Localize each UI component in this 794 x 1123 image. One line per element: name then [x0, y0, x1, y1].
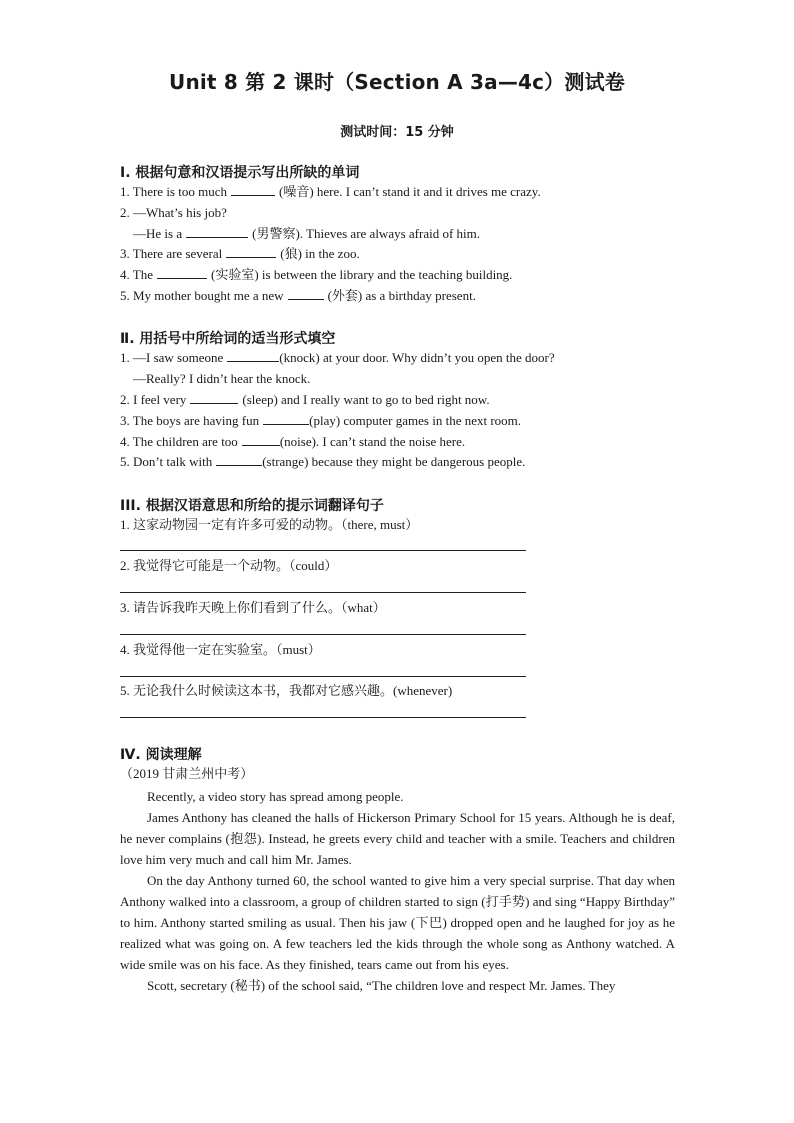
section4-heading: Ⅳ. 阅读理解: [120, 747, 202, 763]
reading-passage: [120, 786, 675, 996]
section1-item-2: 2. —What’s his job?: [120, 205, 227, 220]
answer-blank[interactable]: [157, 266, 207, 279]
answer-blank[interactable]: [216, 453, 262, 466]
answer-blank[interactable]: [231, 183, 275, 196]
section3-item-4: 4. 我觉得他一定在实验室。（must）: [120, 642, 321, 657]
section1-item-5: 5. My mother bought me a new (外套) as a birthday present.: [120, 288, 476, 303]
answer-line[interactable]: [120, 592, 526, 593]
answer-blank[interactable]: [186, 225, 248, 238]
section2-item-1-reply: —Really? I didn’t hear the knock.: [133, 371, 311, 386]
section2-item-4: 4. The children are too (noise). I can’t stand the noise here.: [120, 434, 466, 449]
section2-item-3: 3. The boys are having fun (play) computer games in the next room.: [120, 413, 522, 428]
reading-source: （2019 甘肃兰州中考）: [120, 766, 254, 781]
answer-line[interactable]: [120, 676, 526, 677]
section2-item-2: 2. I feel very (sleep) and I really want to go to bed right now.: [120, 392, 490, 407]
section3-item-2: 2. 我觉得它可能是一个动物。（could）: [120, 558, 338, 573]
page-title: Unit 8 第 2 课时（Section A 3a—4c）测试卷: [169, 70, 625, 94]
answer-line[interactable]: [120, 634, 526, 635]
test-duration: 测试时间：15 分钟: [340, 125, 454, 140]
answer-line[interactable]: [120, 717, 526, 718]
section2-item-5: 5. Don’t talk with (strange) because they might be dangerous people.: [120, 454, 526, 469]
section2-item-1: 1. —I saw someone (knock) at your door. Why didn’t you open the door?: [120, 350, 555, 365]
answer-blank[interactable]: [226, 245, 276, 258]
answer-line[interactable]: [120, 550, 526, 551]
section1-item-4: 4. The (实验室) is between the library and the teaching building.: [120, 267, 513, 282]
section3-item-5: 5. 无论我什么时候读这本书，我都对它感兴趣。(whenever): [120, 683, 453, 698]
section3-heading: III. 根据汉语意思和所给的提示词翻译句子: [120, 498, 384, 514]
passage-paragraph: Recently, a video story has spread among people.: [147, 789, 404, 804]
section2-heading: Ⅱ. 用括号中所给词的适当形式填空: [120, 331, 336, 347]
answer-blank[interactable]: [263, 412, 309, 425]
section3-item-1: 1. 这家动物园一定有许多可爱的动物。（there, must）: [120, 517, 419, 532]
passage-paragraph: James Anthony has cleaned the halls of Hickerson Primary School for 15 years. Although he is deaf, he never complains (抱怨). Instead, he greets every child and teacher with a smile. Teachers and children love him very much and call him Mr. James.: [120, 810, 675, 867]
section1-item-2-answer: —He is a (男警察). Thieves are always afraid of him.: [133, 226, 481, 241]
passage-paragraph: On the day Anthony turned 60, the school wanted to give him a very special surprise. That day when Anthony walked into a classroom, a group of children started to sign (打手势) and sing “Happy Birthday” to him. Anthony started smiling as usual. Then his jaw (下巴) dropped open and he laughed for joy as he realized what was going on. A few teachers led the kids through the whole song as Anthony watched. A wide smile was on his face. As they finished, tears came out from his eyes.: [120, 873, 675, 972]
answer-blank[interactable]: [227, 349, 279, 362]
answer-blank[interactable]: [288, 287, 324, 300]
answer-blank[interactable]: [190, 391, 238, 404]
section1-item-3: 3. There are several (狼) in the zoo.: [120, 246, 360, 261]
passage-paragraph: Scott, secretary (秘书) of the school said, “The children love and respect Mr. James. They: [147, 978, 616, 993]
answer-blank[interactable]: [242, 433, 280, 446]
section3-item-3: 3. 请告诉我昨天晚上你们看到了什么。（what）: [120, 600, 386, 615]
section1-item-1: 1. There is too much (噪音) here. I can’t stand it and it drives me crazy.: [120, 184, 541, 199]
section1-heading: Ⅰ. 根据句意和汉语提示写出所缺的单词: [120, 165, 360, 181]
